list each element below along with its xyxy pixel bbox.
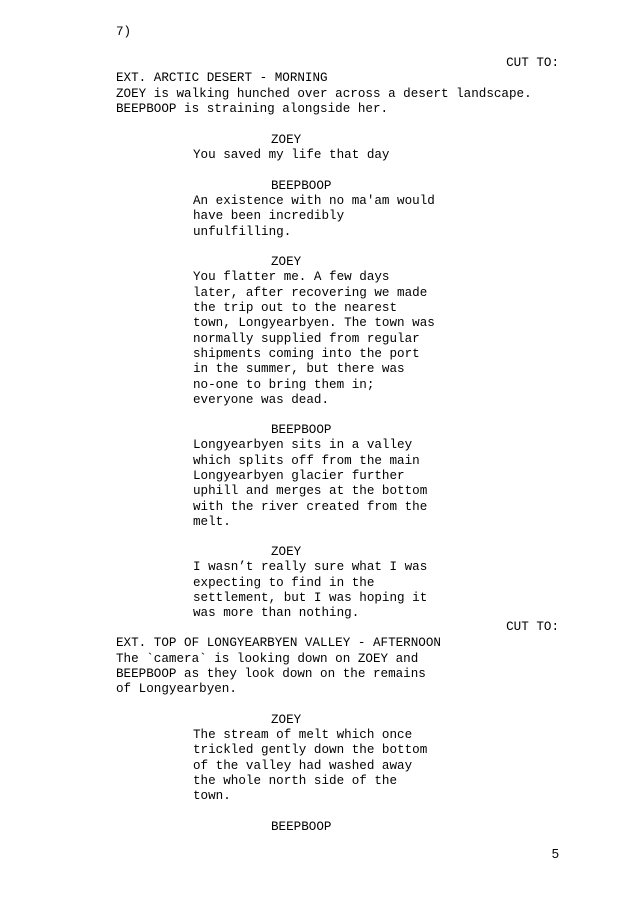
- dialogue-line: everyone was dead.: [193, 393, 330, 407]
- dialogue-line: shipments coming into the port: [193, 347, 420, 361]
- dialogue-line: which splits off from the main: [193, 454, 420, 468]
- transition-cut-to: CUT TO:: [506, 56, 559, 70]
- action-line: BEEPBOOP is straining alongside her.: [116, 102, 389, 116]
- action-line: of Longyearbyen.: [116, 682, 237, 696]
- dialogue-line: no-one to bring them in;: [193, 378, 375, 392]
- scene-heading: EXT. ARCTIC DESERT - MORNING: [116, 71, 328, 85]
- scene-heading: EXT. TOP OF LONGYEARBYEN VALLEY - AFTERNOON: [116, 636, 441, 650]
- character-name: BEEPBOOP: [271, 423, 332, 437]
- character-name: ZOEY: [271, 255, 302, 269]
- character-name: ZOEY: [271, 545, 302, 559]
- dialogue-line: settlement, but I was hoping it: [193, 591, 428, 605]
- dialogue-line: normally supplied from regular: [193, 332, 420, 346]
- dialogue-line: unfulfilling.: [193, 225, 292, 239]
- dialogue-line: have been incredibly: [193, 209, 345, 223]
- dialogue-line: An existence with no ma'am would: [193, 194, 435, 208]
- dialogue-line: You saved my life that day: [193, 148, 390, 162]
- dialogue-line: expecting to find in the: [193, 576, 375, 590]
- dialogue-line: the trip out to the nearest: [193, 301, 398, 315]
- dialogue-line: in the summer, but there was: [193, 362, 405, 376]
- dialogue-line: trickled gently down the bottom: [193, 743, 428, 757]
- page-number: 5: [551, 846, 559, 861]
- action-line: The `camera` is looking down on ZOEY and: [116, 652, 419, 666]
- character-name: BEEPBOOP: [271, 820, 332, 834]
- dialogue-line: of the valley had washed away: [193, 759, 413, 773]
- dialogue-line: town, Longyearbyen. The town was: [193, 316, 435, 330]
- dialogue-line: with the river created from the: [193, 500, 428, 514]
- transition-cut-to: CUT TO:: [506, 620, 559, 634]
- dialogue-line: Longyearbyen sits in a valley: [193, 438, 413, 452]
- dialogue-line: I wasn’t really sure what I was: [193, 560, 428, 574]
- scene-reference: 7): [116, 25, 132, 39]
- dialogue-line: the whole north side of the: [193, 774, 398, 788]
- dialogue-line: uphill and merges at the bottom: [193, 484, 428, 498]
- dialogue-line: melt.: [193, 515, 231, 529]
- action-line: BEEPBOOP as they look down on the remains: [116, 667, 426, 681]
- dialogue-line: You flatter me. A few days: [193, 270, 390, 284]
- dialogue-line: later, after recovering we made: [193, 286, 428, 300]
- dialogue-line: was more than nothing.: [193, 606, 360, 620]
- dialogue-line: town.: [193, 789, 231, 803]
- action-line: ZOEY is walking hunched over across a desert landscape.: [116, 87, 532, 101]
- dialogue-line: The stream of melt which once: [193, 728, 413, 742]
- character-name: ZOEY: [271, 713, 302, 727]
- dialogue-line: Longyearbyen glacier further: [193, 469, 405, 483]
- character-name: BEEPBOOP: [271, 179, 332, 193]
- character-name: ZOEY: [271, 133, 302, 147]
